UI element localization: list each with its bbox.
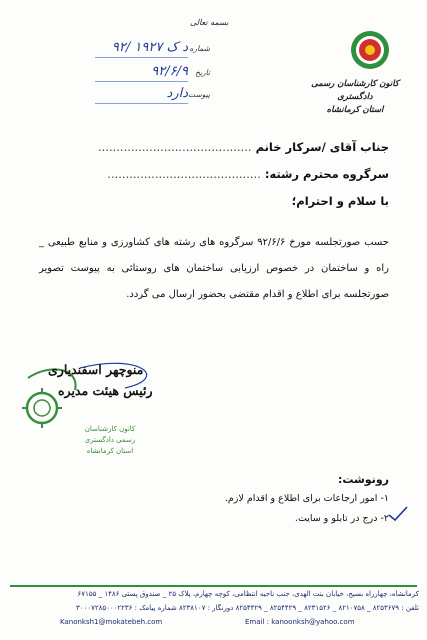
- greeting: با سلام و احترام؛: [291, 194, 389, 208]
- group-head-label: سرگروه محترم رشته:: [264, 167, 389, 181]
- check-mark-icon: [387, 505, 409, 523]
- signatory-name: منوچهر اسفندیاری: [48, 362, 144, 377]
- recipient-label: جناب آقای /سرکار خانم: [255, 140, 389, 154]
- letter-number-value: ۹۲/ ۱۹۲۷ د ک: [111, 40, 188, 55]
- letter-date-value: ۹۲/۶/۹: [151, 64, 188, 79]
- footer-phones: تلفن : ۸۲۵۳۶۷۹ _ ۸۲۱۰۷۵۸ _ ۸۲۳۱۵۲۶ _ ۸۲۵۴۴۲۹ _ ۸۲۵۴۴۲۹ دورنگار : ۸۲۳۸۱۰۷ شماره پیامک : ۳۰۰۰۷۲۸۵۰۰۰۲۲۳۶: [76, 604, 419, 612]
- stamp-organization-line1: کانون کارشناسان رسمی دادگستری: [84, 425, 136, 444]
- copies-heading: رونوشت:: [337, 473, 389, 486]
- letter-attachment-label: پیوست: [188, 90, 210, 99]
- letter-attachment-value: دارد: [166, 86, 188, 101]
- organization-name: [300, 78, 410, 117]
- copy-item: ۱- امور ارجاعات برای اطلاع و اقدام لازم.: [224, 493, 389, 504]
- organization-logo-icon: [350, 30, 390, 70]
- recipient-line: جناب آقای /سرکار خانم ..........................................: [98, 140, 389, 154]
- copy-item: ۲- درج در تابلو و سایت.: [294, 513, 389, 524]
- letter-number-label: شماره: [189, 44, 210, 53]
- stamp-organization-line2: استان کرمانشاه: [86, 447, 134, 455]
- footer-email-2[interactable]: Email : kanoonksh@yahoo.com: [245, 618, 355, 626]
- letter-attachment: [95, 86, 210, 104]
- letter-body: حسب صورتجلسه مورخ ۹۲/۶/۶ سرگروه های رشته های کشاورزی و منابع طبیعی _ راه و ساختمان در خصوص ارزیابی ساختمان های روستائی به پیوست تصویر صورتجلسه برای اطلاع و اقدام مقتضی بحضور ارسال می گردد.: [39, 237, 389, 300]
- group-head-line: سرگروه محترم رشته: ..........................................: [107, 167, 389, 181]
- letter-date: [95, 64, 210, 82]
- footer-email-1[interactable]: Kanonksh1@mokatebeh.com: [60, 618, 163, 626]
- footer-address: کرمانشاه، چهارراه بسیج، خیابان بنت الهدی، جنب ناحیه انتظامی، کوچه چهارم، پلاک ۲۵ _ صندوق پستی ۱۴۸۶ _ ۶۷۱۵۵: [77, 590, 419, 598]
- stamp-organization: [75, 424, 145, 457]
- letter-date-label: تاریخ: [195, 68, 210, 77]
- letter-number: [95, 40, 210, 58]
- organization-name-line2: استان کرمانشاه: [326, 105, 384, 115]
- signatory-title: رئیس هیئت مدیره: [58, 383, 153, 398]
- bismillah: بسمه تعالی: [190, 18, 229, 27]
- organization-name-line1: کانون کارشناسان رسمی دادگستری: [311, 79, 399, 102]
- footer-divider: [10, 585, 417, 587]
